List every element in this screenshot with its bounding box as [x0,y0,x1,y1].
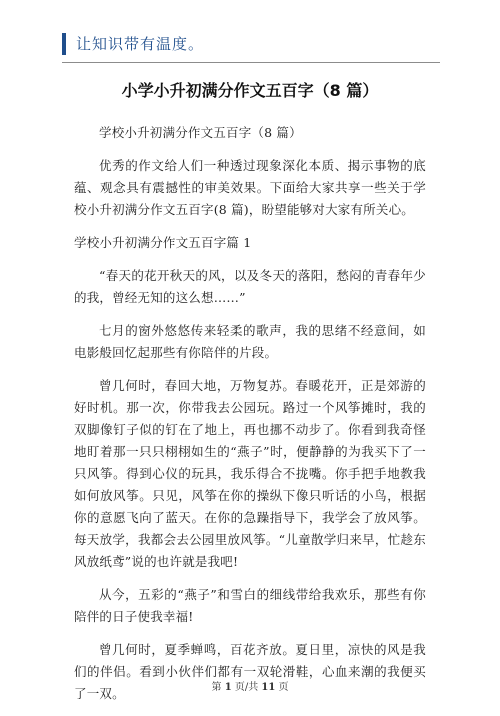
header-accent-bar [62,33,66,55]
body-paragraph: 曾几何时，春回大地，万物复苏。春暖花开，正是郊游的好时机。那一次，你带我去公园玩。路过一个风筝摊时，我的双脚像钉子似的钉在了地上，再也挪不动步了。你看到我奇怪 地盯着那一只只栩栩如生的“燕子”时，便静静的为我买下了一只风筝。得到心仪的玩具，我乐得合不拢嘴。你手把手地教我如何放风筝。只见，风筝在你的操纵下像只听话的小鸟，根据你的意愿飞向了蓝天。在你的急躁指导下，我学会了放风筝。每天放学，我都会去公园里放风筝。“儿童散学归来早，忙趁东风放纸鸢”说的也许就是我吧! [74,378,439,569]
page-footer [0,678,500,693]
body-paragraph: 从今，五彩的“燕子”和雪白的细线带给我欢乐，那些有你陪伴的日子使我幸福! [74,587,426,624]
intro-paragraph: 优秀的作文给人们一种透过现象深化本质、揭示事物的底蕴、观念具有震撼性的审美效果。下面给大家共享一些关于学校小升初满分作文五百字(8 篇)，盼望能够对大家有所关心。 [74,158,426,217]
body-paragraph: “春天的花开秋天的风，以及冬天的落阳，愁闷的青春年少的我，曾经无知的这么想……” [74,268,426,305]
footer-middle: 页/共 [231,682,262,693]
footer-page-total: 11 [261,682,276,693]
header-divider [62,62,440,63]
section-heading: 学校小升初满分作文五百字篇 1 [74,235,252,250]
body-paragraph: 曾几何时，夏季蝉鸣，百花齐放。夏日里，凉快的风是我们的伴侣。看到小伙伴们都有一双轮滑鞋，心血来潮的我便买了一双。 [74,642,426,701]
body-paragraph: 七月的窗外悠悠传来轻柔的歌声，我的思绪不经意间，如电影般回忆起那些有你陪伴的片段。 [74,323,426,360]
footer-suffix: 页 [275,682,289,693]
document-title: 小学小升初满分作文五百字（8 篇） [121,81,379,100]
document-body [74,122,439,716]
footer-page-number: 1 [224,682,232,693]
footer-prefix: 第 [211,682,225,693]
header-slogan: 让知识带有温度。 [76,35,205,53]
subtitle-paragraph: 学校小升初满分作文五百字（8 篇） [99,125,302,140]
